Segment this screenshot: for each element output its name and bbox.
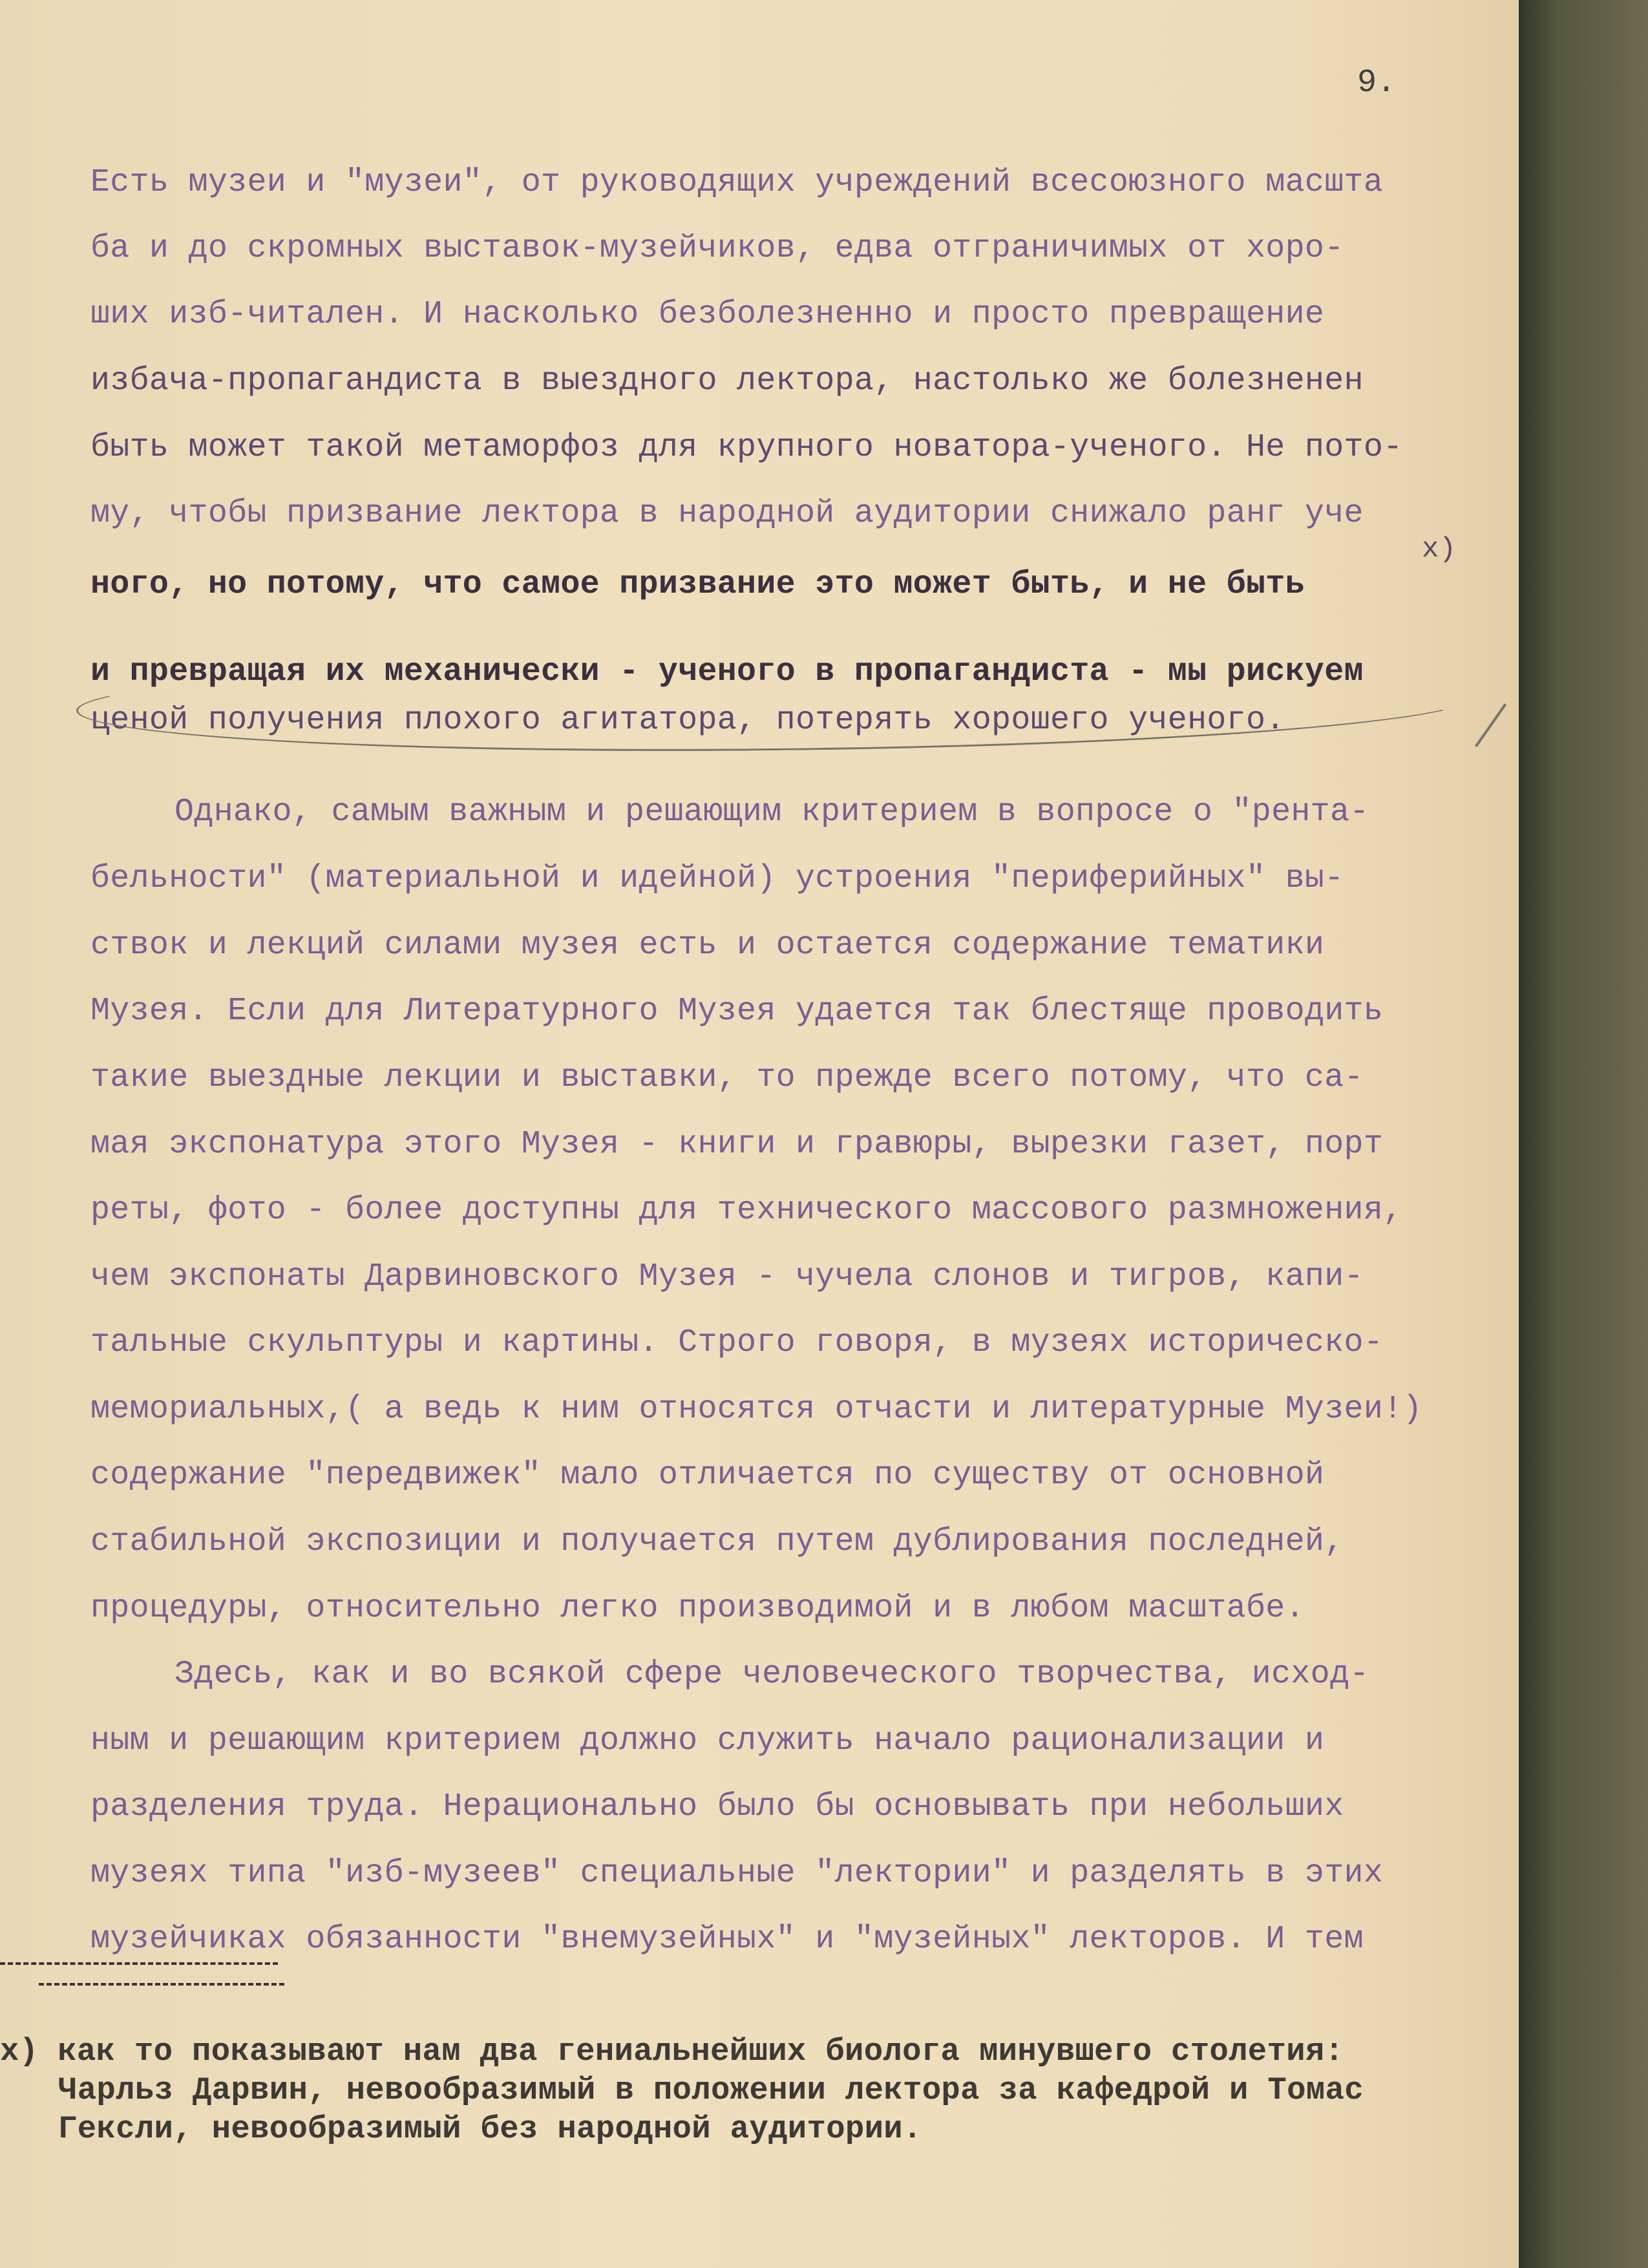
footnote-marker: х) <box>1422 533 1457 566</box>
footnote-line: Гексли, невообразимый без народной аудитории. <box>58 2111 922 2147</box>
text-line: Здесь, как и во всякой сфере человеческого творчества, исход- <box>174 1656 1369 1693</box>
text-line: ба и до скромных выставок-музейчиков, едва отграничимых от хоро- <box>90 230 1344 267</box>
footnote-separator <box>0 1962 278 1965</box>
text-line: реты, фото - более доступны для технического массового размножения, <box>90 1192 1403 1229</box>
text-line: тальные скульптуры и картины. Строго говоря, в музеях историческо- <box>90 1324 1384 1361</box>
text-line: содержание "передвижек" мало отличается по существу от основной <box>90 1457 1325 1494</box>
text-line: ших изб-читален. И насколько безболезненно и просто превращение <box>90 296 1325 333</box>
page-number: 9. <box>1357 65 1397 101</box>
text-line: музейчиках обязанности "внемузейных" и "музейных" лекторов. И тем <box>90 1921 1364 1958</box>
text-line: Музея. Если для Литературного Музея удается так блестяще проводить <box>90 993 1384 1030</box>
text-line: Есть музеи и "музеи", от руководящих учреждений всесоюзного масшта <box>90 164 1384 201</box>
text-line: чем экспонаты Дарвиновского Музея - чучела слонов и тигров, капи- <box>90 1258 1364 1295</box>
text-line: Однако, самым важным и решающим критерием в вопросе о "рента- <box>174 794 1369 831</box>
text-line: му, чтобы призвание лектора в народной аудитории снижало ранг уче <box>90 495 1364 532</box>
text-line: музеях типа "изб-музеев" специальные "лектории" и разделять в этих <box>90 1855 1384 1892</box>
scan-background <box>1519 0 1648 2268</box>
text-line: мемориальных,( а ведь к ним относятся отчасти и литературные Музеи!) <box>90 1391 1422 1428</box>
footnote-line: Чарльз Дарвин, невообразимый в положении лектора за кафедрой и Томас <box>58 2072 1364 2108</box>
text-line: ным и решающим критерием должно служить начало рационализации и <box>90 1722 1325 1759</box>
text-line: такие выездные лекции и выставки, то прежде всего потому, что са- <box>90 1059 1364 1096</box>
text-line: и превращая их механически - ученого в пропагандиста - мы рискуем <box>90 653 1364 690</box>
text-line: избача-пропагандиста в выездного лектора, настолько же болезненен <box>90 363 1364 399</box>
text-line: разделения труда. Нерационально было бы основывать при небольших <box>90 1788 1344 1825</box>
text-line: ствок и лекций силами музея есть и остается содержание тематики <box>90 927 1325 964</box>
text-line: быть может такой метаморфоз для крупного новатора-ученого. Не пото- <box>90 429 1403 466</box>
text-line: процедуры, относительно легко производимой и в любом масштабе. <box>90 1590 1305 1627</box>
footnote-line: х) как то показывают нам два гениальнейших биолога минувшего столетия: <box>0 2033 1344 2070</box>
footnote-separator <box>39 1983 284 1986</box>
text-line: мая экспонатура этого Музея - книги и гравюры, вырезки газет, порт <box>90 1126 1384 1163</box>
text-line: бельности" (материальной и идейной) устроения "периферийных" вы- <box>90 860 1344 897</box>
text-line: ценой получения плохого агитатора, потерять хорошего ученого. <box>90 702 1285 739</box>
text-line: стабильной экспозиции и получается путем дублирования последней, <box>90 1523 1344 1560</box>
text-line: ного, но потому, что самое призвание это может быть, и не быть <box>90 566 1305 603</box>
